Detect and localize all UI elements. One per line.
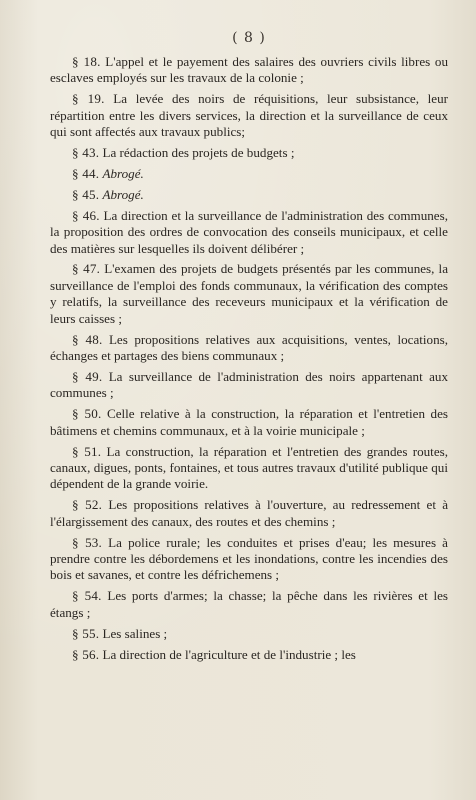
paragraph xyxy=(50,145,448,161)
page-body xyxy=(50,54,448,663)
page-number: ( 8 ) xyxy=(232,30,266,46)
section-number: § 43. xyxy=(72,145,100,161)
paragraph-text: Les ports d'armes; la chasse; la pêche dans les rivières et les étangs ; xyxy=(50,588,448,620)
paragraph xyxy=(50,626,448,642)
paragraph-text: La direction de l'agriculture et de l'industrie ; les xyxy=(102,646,356,662)
paragraph xyxy=(50,91,448,140)
paragraph-text: Celle relative à la construction, la réparation et l'entretien des bâtimens et chemins communaux, et à la voirie municipale ; xyxy=(50,406,449,438)
paragraph-text: L'appel et le payement des salaires des ouvriers civils libres ou esclaves employés sur les travaux de la colonie ; xyxy=(50,54,449,86)
paragraph-text: Les propositions relatives à l'ouverture, au redressement et à l'élargissement des canaux, des routes et des chemins ; xyxy=(50,497,449,529)
paragraph-text: Les propositions relatives aux acquisitions, ventes, locations, échanges et partages des biens communaux ; xyxy=(50,331,448,363)
section-number: § 18. xyxy=(72,54,101,69)
paragraph-text: La levée des noirs de réquisitions, leur subsistance, leur répartition entre les divers services, la direction et la surveillance de ceux qui sont affectés aux travaux publics; xyxy=(50,91,448,140)
paragraph-text: La surveillance de l'administration des noirs appartenant aux communes ; xyxy=(50,368,449,401)
section-number: § 47. xyxy=(72,261,101,277)
paragraph xyxy=(50,369,448,402)
paragraph xyxy=(50,187,448,203)
paragraph xyxy=(50,261,448,327)
section-number: § 52. xyxy=(72,497,103,513)
section-number: § 49. xyxy=(72,368,103,384)
section-number: § 55. xyxy=(72,625,100,641)
section-number: § 19. xyxy=(72,91,105,107)
paragraph xyxy=(50,332,448,365)
paragraph-text: La direction et la surveillance de l'administration des communes, la proposition des ordres de convocation des conseils municipaux, et celle des matières sur lesquelles ils doivent délibérer ; xyxy=(50,207,448,256)
paragraph xyxy=(50,54,448,87)
section-number: § 50. xyxy=(72,406,102,422)
paragraph-text: Les salines ; xyxy=(102,625,168,641)
section-number: § 54. xyxy=(72,588,102,604)
paragraph xyxy=(50,166,448,182)
paragraph-text: La police rurale; les conduites et prises d'eau; les mesures à prendre contre les débordemens et les inondations, contre les incendies des bois et savanes, et contre les défrichemens ; xyxy=(50,534,448,583)
section-number: § 56. xyxy=(72,646,100,662)
section-number: § 51. xyxy=(72,443,102,459)
section-number: § 53. xyxy=(72,534,103,550)
paragraph xyxy=(50,406,448,439)
paragraph-text: Abrogé. xyxy=(102,186,144,202)
paragraph xyxy=(50,444,448,493)
paragraph xyxy=(50,647,448,663)
paragraph-text: Abrogé. xyxy=(102,165,144,181)
section-number: § 46. xyxy=(72,207,100,223)
paragraph-text: L'examen des projets de budgets présentés par les communes, la surveillance de l'emploi des fonds communaux, la vérification des comptes y relatifs, la surveillance des receveurs municipaux et la vérification de leurs caisses ; xyxy=(50,261,449,326)
paragraph xyxy=(50,497,448,530)
paragraph xyxy=(50,535,448,584)
section-number: § 45. xyxy=(72,186,100,202)
paragraph xyxy=(50,208,448,257)
section-number: § 44. xyxy=(72,165,100,181)
section-number: § 48. xyxy=(72,331,103,347)
paragraph xyxy=(50,588,448,621)
paragraph-text: La construction, la réparation et l'entretien des grandes routes, canaux, digues, ponts, fontaines, et tous autres travaux d'utilité publique qui dépendent de la grande voirie. xyxy=(50,443,448,492)
paragraph-text: La rédaction des projets de budgets ; xyxy=(102,145,295,161)
